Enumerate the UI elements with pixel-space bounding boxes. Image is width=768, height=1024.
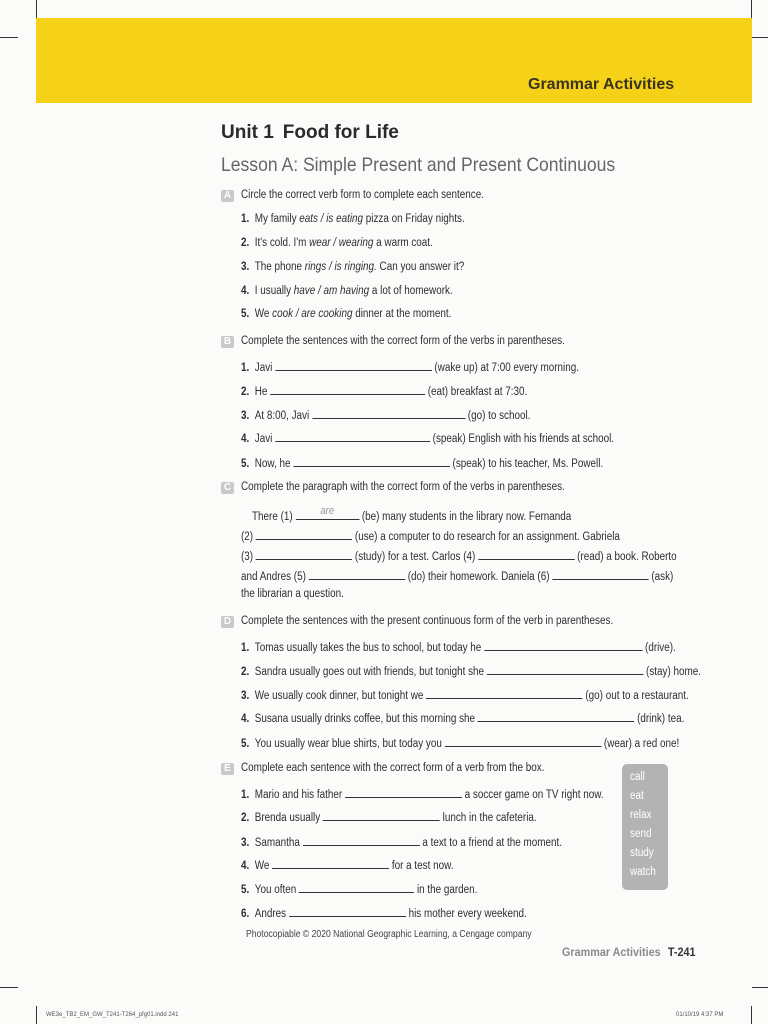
answer-blank: [309, 568, 405, 580]
list-item: 1. Javi (wake up) at 7:00 every morning.: [241, 359, 579, 374]
list-item: 3. Samantha a text to a friend at the moment.: [241, 834, 562, 849]
list-item: 5. You often in the garden.: [241, 881, 477, 896]
list-item: 3. At 8:00, Javi (go) to school.: [241, 407, 530, 422]
word-box-item: eat: [630, 790, 644, 802]
word-box-item: send: [630, 828, 652, 840]
answer-blank: [312, 407, 465, 419]
answer-blank: [293, 455, 450, 467]
answer-blank: [275, 430, 430, 442]
list-item: 4. Susana usually drinks coffee, but this morning she (drink) tea.: [241, 710, 684, 725]
footer-label: [562, 945, 695, 959]
list-item: 6. Andres his mother every weekend.: [241, 905, 527, 920]
list-item: 2. Brenda usually lunch in the cafeteria.: [241, 809, 537, 824]
footer-section-label: Grammar Activities: [562, 945, 661, 959]
answer-blank: [256, 528, 352, 540]
answer-blank: [552, 568, 648, 580]
answer-blank: [272, 857, 389, 869]
unit-heading: [221, 122, 399, 144]
list-item: 3. The phone rings / is ringing. Can you answer it?: [241, 261, 465, 273]
section-letter-b: B: [221, 336, 234, 348]
answer-blank: [345, 786, 462, 798]
word-box-item: relax: [630, 809, 652, 821]
handwritten-answer: are: [320, 505, 335, 517]
crop-mark: [752, 37, 768, 38]
word-box: [622, 764, 668, 890]
section-letter-d: D: [221, 616, 234, 628]
list-item: 1. Tomas usually takes the bus to school, but today he (drive).: [241, 639, 676, 654]
answer-blank: [289, 905, 406, 917]
section-letter-a: A: [221, 190, 234, 202]
section-c-instruction: Complete the paragraph with the correct form of the verbs in parentheses.: [241, 481, 565, 493]
file-slug: WE3e_TB2_EM_GW_T241-T264_pfg01.indd 241: [46, 1012, 179, 1018]
section-d-instruction: Complete the sentences with the present continuous form of the verb in parentheses.: [241, 615, 614, 627]
word-box-item: study: [630, 847, 654, 859]
list-item: 4. Javi (speak) English with his friends at school.: [241, 430, 614, 445]
page-number: T-241: [667, 945, 696, 959]
answer-blank: [275, 359, 432, 371]
paragraph-line: (3) (study) for a test. Carlos (4) (read) a book. Roberto: [241, 548, 677, 563]
date-slug: 01/10/19 4:37 PM: [676, 1012, 724, 1018]
list-item: 4. We for a test now.: [241, 857, 453, 872]
list-item: 5. Now, he (speak) to his teacher, Ms. Powell.: [241, 455, 603, 470]
paragraph-line: There (1) are (be) many students in the library now. Fernanda: [252, 505, 572, 523]
answer-blank: [270, 383, 425, 395]
list-item: 5. You usually wear blue shirts, but today you (wear) a red one!: [241, 735, 679, 750]
answer-blank: [478, 548, 574, 560]
crop-mark: [36, 0, 37, 18]
crop-mark: [752, 987, 768, 988]
section-a-instruction: Circle the correct verb form to complete each sentence.: [241, 189, 484, 201]
answer-blank: [487, 663, 644, 675]
answer-blank: [323, 809, 440, 821]
list-item: 3. We usually cook dinner, but tonight we (go) out to a restaurant.: [241, 687, 689, 702]
list-item: 4. I usually have / am having a lot of homework.: [241, 285, 453, 297]
header-title: Grammar Activities: [528, 76, 675, 93]
section-b-instruction: Complete the sentences with the correct form of the verbs in parentheses.: [241, 335, 565, 347]
copyright-notice: Photocopiable © 2020 National Geographic Learning, a Cengage company: [246, 929, 532, 940]
answer-blank: [484, 639, 642, 651]
crop-mark: [751, 1006, 752, 1024]
unit-label: Unit 1: [221, 122, 274, 143]
answer-blank: [478, 710, 635, 722]
paragraph-line: the librarian a question.: [241, 588, 344, 600]
word-box-item: call: [630, 771, 645, 783]
lesson-title: Lesson A: Simple Present and Present Continuous: [221, 154, 616, 176]
list-item: 2. Sandra usually goes out with friends, but tonight she (stay) home.: [241, 663, 701, 678]
crop-mark: [751, 0, 752, 18]
paragraph-line: (2) (use) a computer to do research for an assignment. Gabriela: [241, 528, 620, 543]
answer-blank: [295, 505, 359, 520]
answer-blank: [426, 687, 583, 699]
crop-mark: [36, 1006, 37, 1024]
section-e-instruction: Complete each sentence with the correct form of a verb from the box.: [241, 762, 545, 774]
paragraph-line: and Andres (5) (do) their homework. Daniela (6) (ask): [241, 568, 673, 583]
list-item: 1. Mario and his father a soccer game on TV right now.: [241, 786, 604, 801]
list-item: 2. He (eat) breakfast at 7:30.: [241, 383, 527, 398]
list-item: 2. It's cold. I'm wear / wearing a warm coat.: [241, 237, 433, 249]
section-letter-e: E: [221, 763, 234, 775]
answer-blank: [299, 881, 414, 893]
word-box-item: watch: [630, 866, 656, 878]
list-item: 5. We cook / are cooking dinner at the moment.: [241, 308, 452, 320]
answer-blank: [445, 735, 602, 747]
crop-mark: [0, 37, 18, 38]
list-item: 1. My family eats / is eating pizza on Friday nights.: [241, 213, 465, 225]
answer-blank: [303, 834, 420, 846]
crop-mark: [0, 987, 18, 988]
unit-title: Food for Life: [282, 122, 399, 143]
answer-blank: [256, 548, 352, 560]
section-letter-c: C: [221, 482, 234, 494]
